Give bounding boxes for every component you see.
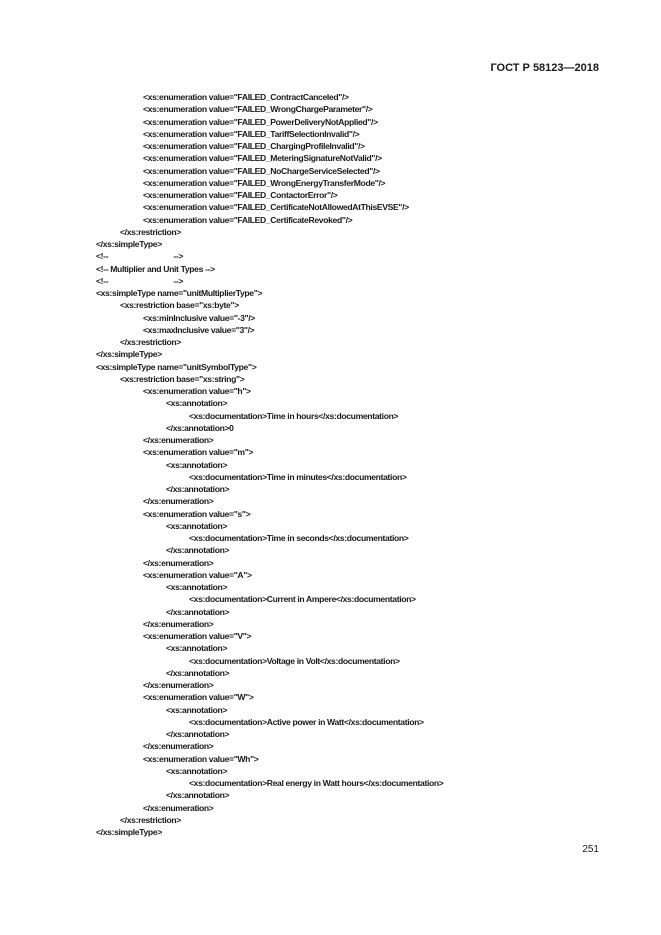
code-line: <xs:annotation>: [166, 398, 228, 409]
code-line: </xs:enumeration>: [143, 680, 214, 690]
code-line: <xs:enumeration value="FAILED_ChargingProfileInvalid"/>: [143, 141, 365, 151]
code-line: <xs:enumeration value="V">: [143, 631, 252, 641]
code-line: </xs:enumeration>: [143, 741, 214, 752]
code-line: <xs:enumeration value="Wh">: [143, 753, 259, 764]
code-line: </xs:annotation>: [166, 729, 230, 739]
code-line: <xs:enumeration value="FAILED_NoChargeServiceSelected"/>: [143, 165, 380, 176]
code-line: </xs:annotation>: [166, 667, 230, 678]
code-line: <xs:annotation>: [166, 765, 228, 776]
code-line: <xs:simpleType name="unitMultiplierType">: [96, 288, 263, 298]
page-number: 251: [582, 844, 599, 855]
code-line: <xs:enumeration value="FAILED_CertificateRevoked"/>: [143, 214, 353, 225]
code-line: <xs:restriction base="xs:string">: [120, 373, 245, 384]
code-line: <xs:enumeration value="s">: [143, 508, 251, 519]
code-line: <xs:documentation>Active power in Watt</xs:documentation>: [189, 716, 424, 727]
code-line: <xs:minInclusive value="-3"/>: [143, 312, 255, 323]
code-line: </xs:enumeration>: [143, 557, 214, 568]
code-line: <xs:documentation>Current in Ampere</xs:documentation>: [189, 594, 416, 605]
code-line: <xs:enumeration value="FAILED_MeteringSignatureNotValid"/>: [143, 153, 382, 164]
code-line: <xs:enumeration value="FAILED_TariffSelectionInvalid"/>: [143, 128, 360, 139]
code-line: <xs:enumeration value="h">: [143, 386, 251, 396]
code-line: <xs:enumeration value="FAILED_PowerDeliveryNotApplied"/>: [143, 116, 378, 127]
code-line: </xs:enumeration>: [143, 802, 214, 813]
code-line: <xs:annotation>: [166, 459, 228, 470]
code-line: </xs:annotation>: [166, 545, 230, 556]
code-line: <!-- -->: [96, 275, 184, 286]
code-line: <xs:documentation>Time in hours</xs:documentation>: [189, 410, 399, 421]
code-line: <!-- Multiplier and Unit Types -->: [96, 263, 215, 274]
code-line: <xs:restriction base="xs:byte">: [120, 300, 239, 311]
code-line: <xs:maxInclusive value="3"/>: [143, 324, 255, 335]
code-line: <xs:simpleType name="unitSymbolType">: [96, 361, 257, 372]
code-line: <xs:enumeration value="A">: [143, 569, 252, 580]
code-line: <xs:documentation>Voltage in Volt</xs:documentation>: [189, 655, 400, 666]
code-line: </xs:enumeration>: [143, 618, 214, 629]
standard-header: ГОСТ Р 58123—2018: [490, 62, 599, 74]
code-line: <xs:documentation>Time in seconds</xs:documentation>: [189, 533, 409, 543]
code-line: </xs:enumeration>: [143, 496, 214, 507]
code-line: </xs:restriction>: [120, 337, 181, 347]
code-line: <xs:annotation>: [166, 520, 228, 531]
code-line: </xs:restriction>: [120, 814, 181, 825]
code-line: </xs:simpleType>: [96, 827, 162, 837]
code-line: <xs:annotation>: [166, 582, 228, 592]
code-line: <xs:annotation>: [166, 704, 228, 715]
code-line: </xs:simpleType>: [96, 349, 162, 360]
code-line: <xs:enumeration value="FAILED_ContractCanceled"/>: [143, 92, 349, 102]
code-line: <xs:enumeration value="FAILED_ContactorError"/>: [143, 190, 338, 200]
code-line: <xs:enumeration value="FAILED_WrongChargeParameter"/>: [143, 104, 373, 115]
code-line: </xs:simpleType>: [96, 239, 162, 249]
code-line: <!-- -->: [96, 251, 184, 262]
code-line: </xs:enumeration>: [143, 435, 214, 445]
code-line: </xs:annotation>: [166, 484, 230, 494]
code-line: <xs:enumeration value="m">: [143, 447, 254, 458]
code-line: </xs:restriction>: [120, 226, 181, 237]
code-line: <xs:enumeration value="FAILED_WrongEnergyTransferMode"/>: [143, 177, 386, 188]
code-line: <xs:documentation>Time in minutes</xs:documentation>: [189, 471, 407, 482]
code-line: <xs:documentation>Real energy in Watt hours</xs:documentation>: [189, 778, 444, 788]
code-line: </xs:annotation>: [166, 790, 230, 801]
code-line: <xs:enumeration value="FAILED_CertificateNotAllowedAtThisEVSE"/>: [143, 202, 409, 213]
code-line: <xs:annotation>: [166, 643, 228, 654]
xml-code-listing: [96, 91, 616, 838]
code-line: <xs:enumeration value="W">: [143, 692, 254, 703]
code-line: </xs:annotation>: [166, 606, 230, 617]
code-line: </xs:annotation>0: [166, 422, 234, 433]
